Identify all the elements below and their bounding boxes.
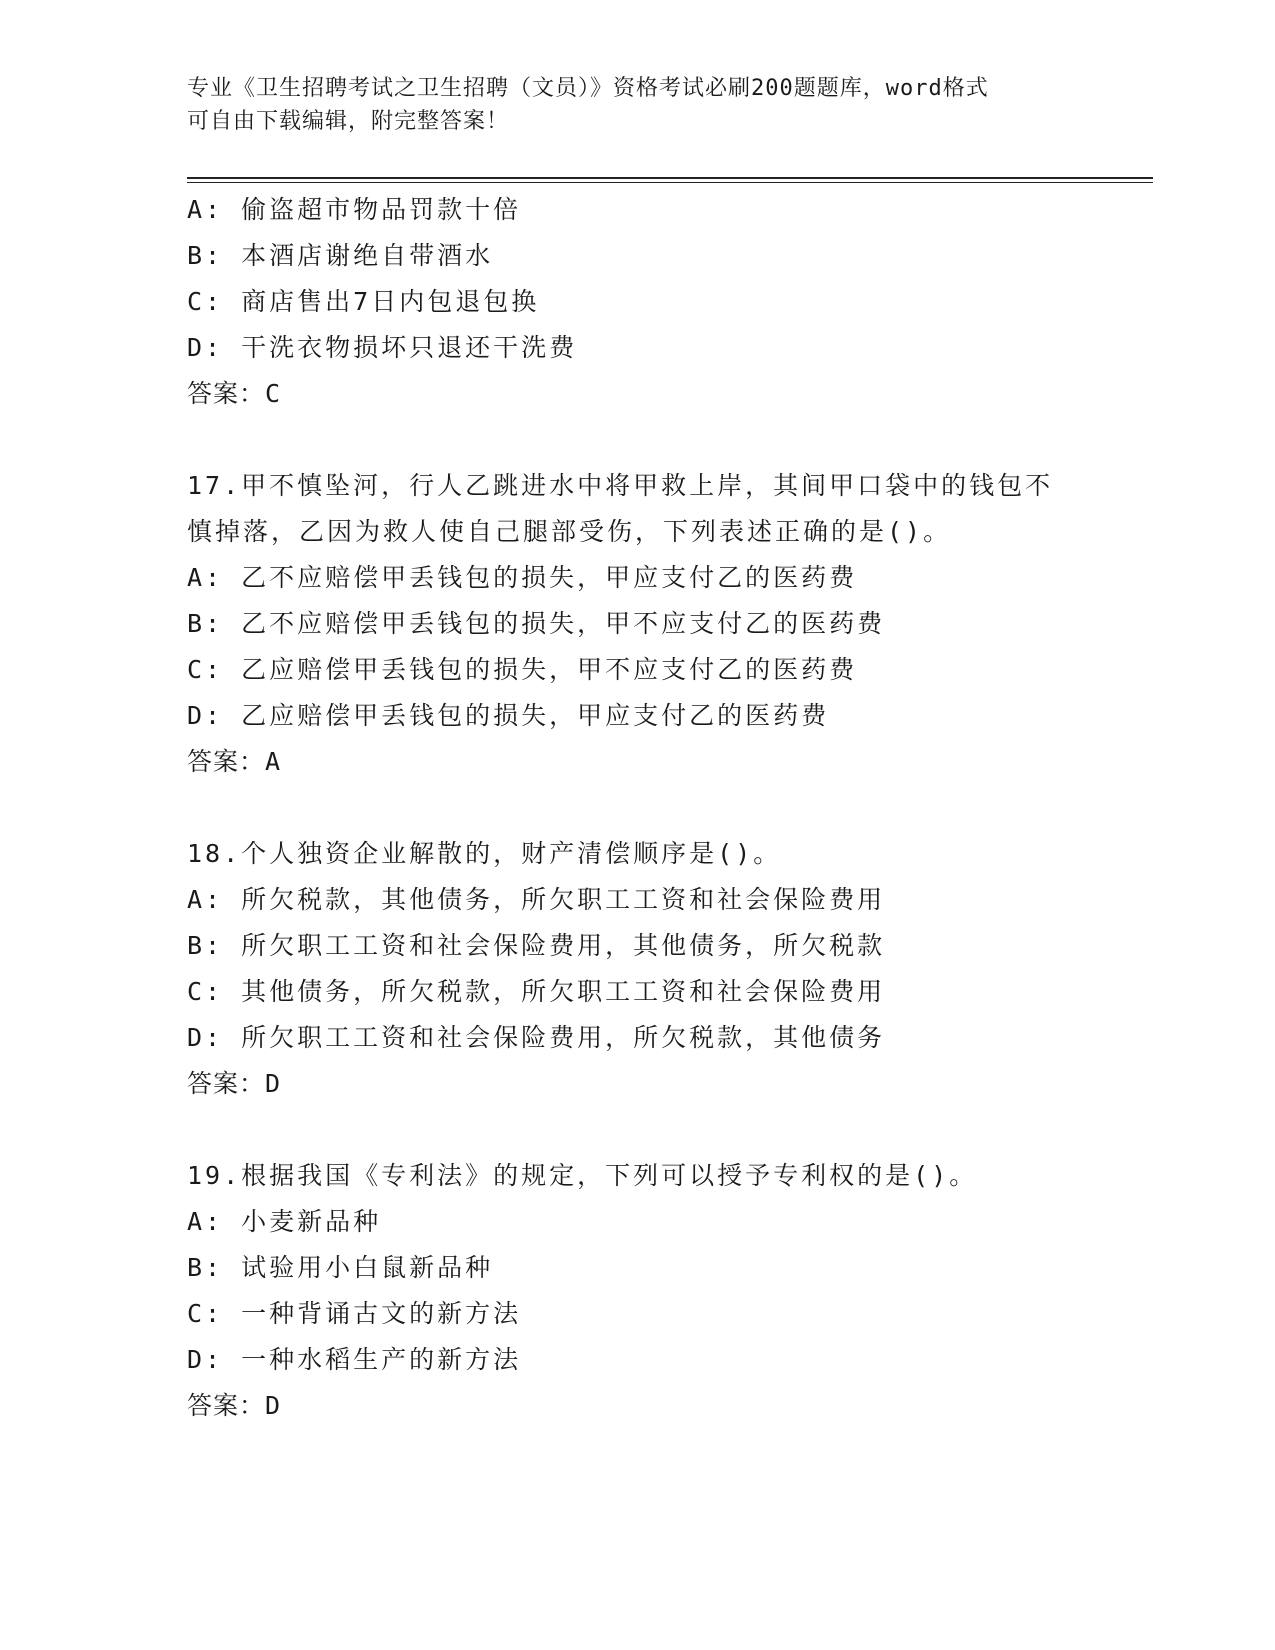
question-block-16: [187, 187, 1117, 417]
option-c: C: 商店售出7日内包退包换: [187, 287, 540, 316]
answer: 答案：C: [187, 379, 282, 408]
question-block-18: [187, 831, 1117, 1107]
header-line-1: 专业《卫生招聘考试之卫生招聘（文员）》资格考试必刷200题题库，word格式: [187, 76, 989, 101]
document-header: [187, 72, 1087, 138]
option-d: D: 所欠职工工资和社会保险费用，所欠税款，其他债务: [187, 1023, 886, 1052]
option-b: B: 本酒店谢绝自带酒水: [187, 241, 494, 270]
answer: 答案：D: [187, 1069, 282, 1098]
question-text: 17.甲不慎坠河，行人乙跳进水中将甲救上岸，其间甲口袋中的钱包不: [187, 471, 1054, 500]
header-line-2: 可自由下载编辑，附完整答案！: [187, 109, 510, 134]
option-d: D: 一种水稻生产的新方法: [187, 1345, 522, 1374]
option-a: A: 偷盗超市物品罚款十倍: [187, 195, 522, 224]
option-a: A: 小麦新品种: [187, 1207, 382, 1236]
question-text: 18.个人独资企业解散的，财产清偿顺序是()。: [187, 839, 782, 868]
option-d: D: 乙应赔偿甲丢钱包的损失，甲应支付乙的医药费: [187, 701, 830, 730]
option-c: C: 乙应赔偿甲丢钱包的损失，甲不应支付乙的医药费: [187, 655, 858, 684]
option-a: A: 所欠税款，其他债务，所欠职工工资和社会保险费用: [187, 885, 886, 914]
answer: 答案：D: [187, 1391, 282, 1420]
option-c: C: 其他债务，所欠税款，所欠职工工资和社会保险费用: [187, 977, 886, 1006]
option-a: A: 乙不应赔偿甲丢钱包的损失，甲应支付乙的医药费: [187, 563, 858, 592]
document-body: [187, 187, 1117, 1429]
option-d: D: 干洗衣物损坏只退还干洗费: [187, 333, 578, 362]
option-b: B: 试验用小白鼠新品种: [187, 1253, 494, 1282]
answer: 答案：A: [187, 747, 282, 776]
question-text: 19.根据我国《专利法》的规定，下列可以授予专利权的是()。: [187, 1161, 978, 1190]
question-block-19: [187, 1153, 1117, 1429]
option-b: B: 乙不应赔偿甲丢钱包的损失，甲不应支付乙的医药费: [187, 609, 886, 638]
question-block-17: [187, 463, 1117, 785]
option-b: B: 所欠职工工资和社会保险费用，其他债务，所欠税款: [187, 931, 886, 960]
header-divider: [187, 177, 1153, 183]
question-text-continued: 慎掉落，乙因为救人使自己腿部受伤，下列表述正确的是()。: [187, 517, 952, 546]
option-c: C: 一种背诵古文的新方法: [187, 1299, 522, 1328]
